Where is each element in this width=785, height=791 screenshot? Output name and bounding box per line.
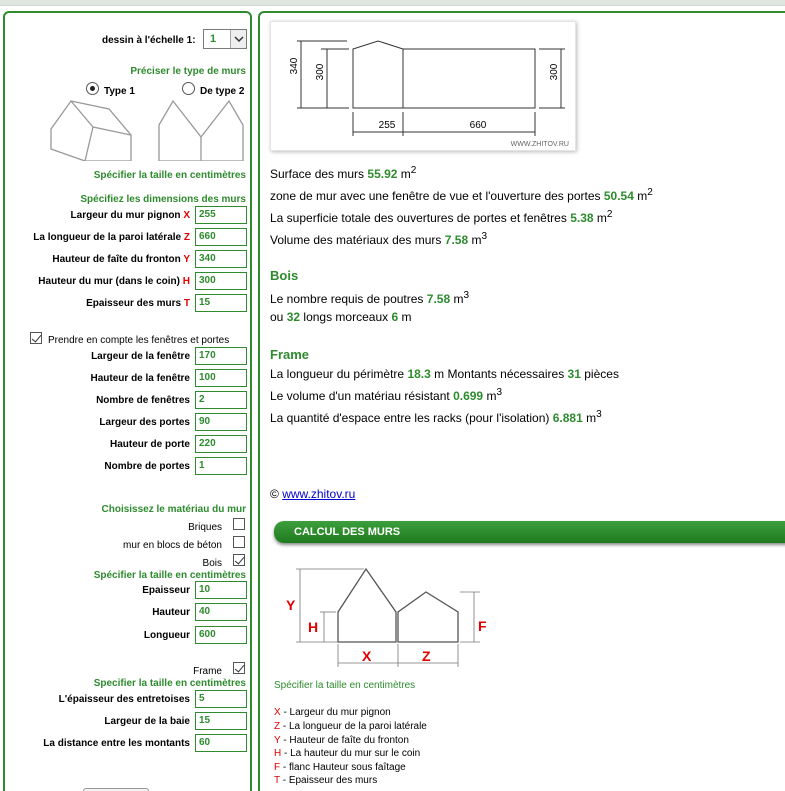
bricks-label: Briques — [188, 522, 222, 533]
zhitov-link[interactable]: www.zhitov.ru — [282, 487, 356, 501]
wood-length-label: Longueur — [143, 630, 190, 641]
door-count-label: Nombre de portes — [104, 461, 190, 472]
drawing-height-left: 340 — [289, 57, 300, 75]
frame-results-title: Frame — [270, 347, 310, 362]
post-spacing-label: La distance entre les montants — [43, 738, 190, 749]
diagram-label-f: F — [478, 618, 487, 634]
scale-select[interactable] — [203, 29, 247, 49]
result-pieces: ou 32 longs morceaux 6 m — [270, 310, 412, 324]
bricks-checkbox[interactable] — [233, 518, 245, 530]
wall-drawing — [270, 21, 576, 151]
wood-length-input[interactable]: 600 — [195, 626, 247, 644]
drawing-height-inner: 300 — [315, 63, 326, 81]
dimensions-title: Spécifiez les dimensions des murs — [80, 194, 246, 205]
wood-checkbox[interactable] — [233, 554, 245, 566]
diagram-label-h: H — [308, 619, 319, 635]
legend-item: T - Epaisseur des murs — [274, 775, 378, 786]
window-height-input[interactable]: 100 — [195, 369, 247, 387]
window-count-label: Nombre de fenêtres — [96, 395, 190, 406]
openings-label: Prendre en compte les fenêtres et portes — [48, 335, 230, 346]
wood-label: Bois — [202, 558, 222, 569]
legend-item: X - Largeur du mur pignon — [274, 707, 391, 718]
calc-header-button[interactable] — [274, 521, 785, 543]
window-height-label: Hauteur de la fenêtre — [90, 373, 190, 384]
wall-type-1-illustration — [49, 97, 137, 161]
wood-thickness-label: Epaisseur — [142, 585, 190, 596]
blocks-checkbox[interactable] — [233, 536, 245, 548]
wood-size-hint: Spécifier la taille en centimètres — [93, 570, 246, 581]
door-count-input[interactable]: 1 — [195, 457, 247, 475]
window-count-input[interactable]: 2 — [195, 391, 247, 409]
radio-type-1-label: Type 1 — [104, 86, 135, 97]
result-zone: zone de mur avec une fenêtre de vue et l'ouverture des portes 50.54 $m^2$ — [270, 187, 653, 203]
radio-type-2-label: De type 2 — [200, 86, 245, 97]
bay-width-input[interactable]: 15 — [195, 712, 247, 730]
wood-height-label: Hauteur — [152, 607, 190, 618]
door-width-label: Largeur des portes — [99, 417, 190, 428]
ridge-height-label: Hauteur de faîte du fronton Y — [52, 254, 190, 265]
wood-height-input[interactable]: 40 — [195, 603, 247, 621]
gable-width-label: Largeur du mur pignon X — [70, 210, 190, 221]
scale-select-value: 1 — [210, 33, 217, 45]
result-volume: Volume des matériaux des murs 7.58 $m^3$ — [270, 231, 488, 247]
dimensions-legend-diagram — [284, 565, 494, 675]
results-panel — [258, 11, 785, 791]
drawing-width-side: 660 — [469, 120, 487, 131]
diagram-label-x: X — [362, 648, 372, 664]
corner-height-input[interactable]: 300 — [195, 272, 247, 290]
ridge-height-input[interactable]: 340 — [195, 250, 247, 268]
material-title: Choisissez le matériau du mur — [101, 504, 246, 515]
frame-checkbox[interactable] — [233, 662, 245, 674]
result-surface: Surface des murs 55.92 $m^2$ — [270, 165, 417, 181]
door-height-label: Hauteur de porte — [109, 439, 190, 450]
radio-type-2[interactable] — [182, 82, 195, 95]
door-width-input[interactable]: 90 — [195, 413, 247, 431]
side-length-input[interactable]: 660 — [195, 228, 247, 246]
legend-hint: Spécifier la taille en centimètres — [274, 680, 416, 691]
drawing-width-gable: 255 — [378, 120, 396, 131]
diagram-label-y: Y — [286, 597, 296, 613]
legend-item: Z - La longueur de la paroi latérale — [274, 721, 427, 732]
chevron-down-icon[interactable] — [230, 30, 246, 48]
copyright: © www.zhitov.ru — [270, 487, 356, 501]
diagram-label-z: Z — [422, 648, 431, 664]
legend-item: Y - Hauteur de faîte du fronton — [274, 735, 409, 746]
gable-width-input[interactable]: 255 — [195, 206, 247, 224]
drawing-height-right: 300 — [549, 63, 560, 81]
input-panel — [3, 11, 252, 791]
blocks-label: mur en blocs de béton — [123, 540, 222, 551]
side-length-label: La longueur de la paroi latérale Z — [33, 232, 190, 243]
thickness-input[interactable]: 15 — [195, 294, 247, 312]
brace-thickness-label: L'épaisseur des entretoises — [58, 694, 190, 705]
brace-thickness-input[interactable]: 5 — [195, 690, 247, 708]
door-height-input[interactable]: 220 — [195, 435, 247, 453]
frame-label: Frame — [193, 666, 222, 677]
frame-size-hint: Specifier la taille en centimètres — [93, 678, 246, 689]
result-resistant: Le volume d'un matériau résistant 0.699 $m^3$ — [270, 387, 502, 403]
corner-height-label: Hauteur du mur (dans le coin) H — [38, 276, 190, 287]
window-width-label: Largeur de la fenêtre — [91, 351, 190, 362]
size-hint: Spécifier la taille en centimètres — [93, 170, 246, 181]
result-perimeter: La longueur du périmètre 18.3 m Montants nécessaires 31 pièces — [270, 367, 619, 381]
post-spacing-input[interactable]: 60 — [195, 734, 247, 752]
legend-item: H - La hauteur du mur sur le coin — [274, 748, 421, 759]
scale-label: dessin à l'échelle 1: — [102, 35, 196, 46]
wood-thickness-input[interactable]: 10 — [195, 581, 247, 599]
wood-results-title: Bois — [270, 268, 299, 283]
openings-checkbox[interactable] — [30, 332, 42, 344]
result-beams: Le nombre requis de poutres 7.58 $m^3$ — [270, 290, 470, 306]
result-insulation: La quantité d'espace entre les racks (pour l'isolation) 6.881 $m^3$ — [270, 409, 602, 425]
legend-item: F - flanc Hauteur sous faîtage — [274, 762, 406, 773]
top-bar — [0, 0, 785, 6]
bay-width-label: Largeur de la baie — [104, 716, 190, 727]
thickness-label: Epaisseur des murs T — [86, 298, 190, 309]
window-width-input[interactable]: 170 — [195, 347, 247, 365]
wall-type-2-illustration — [157, 97, 245, 161]
drawing-watermark: WWW.ZHITOV.RU — [510, 141, 569, 148]
calc-header-label: CALCUL DES MURS — [294, 526, 401, 538]
result-openings-total: La superficie totale des ouvertures de portes et fenêtres 5.38 $m^2$ — [270, 209, 613, 225]
wall-type-title: Préciser le type de murs — [130, 66, 246, 77]
radio-type-1[interactable] — [86, 82, 99, 95]
